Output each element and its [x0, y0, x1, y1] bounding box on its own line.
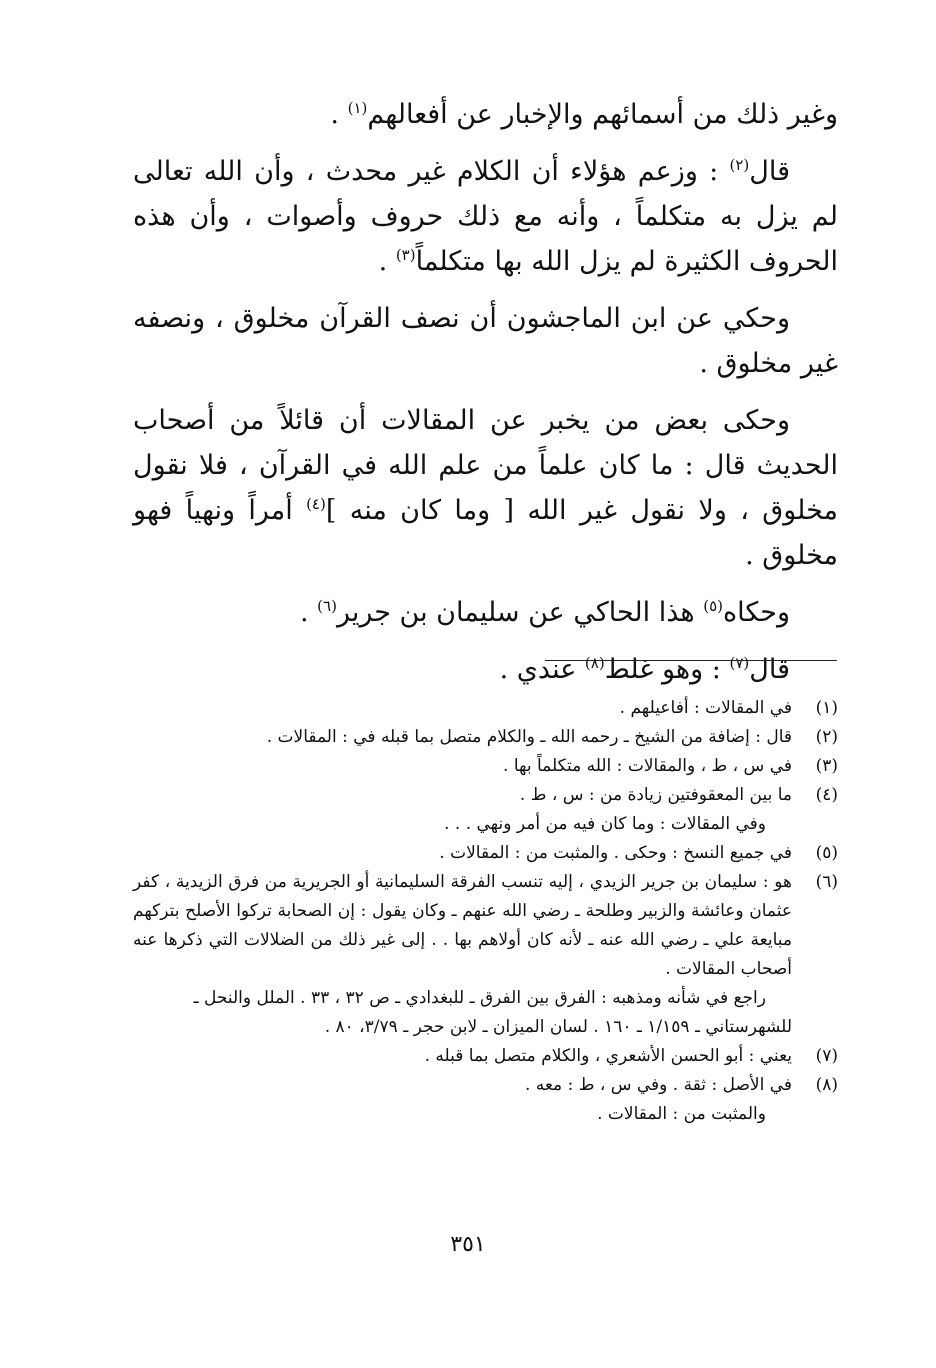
footnote-reference: (٨) [584, 654, 605, 672]
footnote-reference: (٥) [703, 597, 723, 615]
footnote-number: (٥) [815, 843, 838, 863]
footnote-text: هو : سليمان بن جرير الزيدي ، إليه تنسب الفرقة السليمانية أو الجريرية من فرق الزيدية ، كفر عثمان وعائشة والزبير وطلحة ـ رضي الله عنهم ـ وكان يقول : إن الصحابة تركوا الأصلح بتركهم مبايعة علي ـ رضي الله عنه ـ لأنه كان أولاهم بها . . إلى غير ذلك من الضلالات التي ذكرها عنه أصحاب المقالات . [133, 872, 792, 979]
footnote-text: في المقالات : أفاعيلهم . [619, 698, 792, 718]
footnote [133, 868, 838, 984]
footnote [133, 781, 838, 810]
body-paragraph [133, 92, 838, 137]
footnote [133, 1042, 838, 1071]
footnote-separator [545, 660, 837, 661]
footnote [133, 752, 838, 781]
footnote-text: في س ، ط ، والمقالات : الله متكلماً بها . [503, 756, 792, 776]
footnote-reference: (٣) [395, 246, 416, 264]
footnote-text: في جميع النسخ : وحكى . والمثبت من : المقالات . [439, 843, 792, 863]
footnote-number: (٦) [815, 872, 838, 892]
page-number: ٣٥١ [450, 1232, 486, 1257]
footnote [133, 839, 838, 868]
body-text: قال [749, 654, 790, 685]
footnote-reference: (٧) [729, 654, 750, 672]
footnote [133, 723, 838, 752]
footnote-number: (٣) [815, 756, 838, 776]
footnote-text: في الأصل : ثقة . وفي س ، ط : معه . [524, 1075, 792, 1095]
body-text: وحكاه [722, 597, 790, 628]
footnotes [133, 694, 838, 1129]
body-paragraph [133, 296, 838, 386]
footnote-reference: (١) [347, 99, 368, 117]
body-text: هذا الحاكي عن سليمان بن جرير [336, 597, 704, 628]
footnote-text: ما بين المعقوفتين زيادة من : س ، ط . [519, 785, 792, 805]
footnote-number: (١) [815, 698, 838, 718]
body-paragraph [133, 647, 838, 692]
footnote [133, 694, 838, 723]
body-text: وغير ذلك من أسمائهم والإخبار عن أفعالهم [367, 99, 838, 130]
body-text: : وهو غلط [604, 654, 730, 685]
footnote-continuation: وفي المقالات : وما كان فيه من أمر ونهي . . . [444, 814, 766, 834]
footnote-number: (٨) [815, 1075, 838, 1095]
body-text: : وزعم هؤلاء أن الكلام غير محدث ، وأن الله تعالى لم يزل به متكلماً ، وأنه مع ذلك حروف وأصوات ، وأن هذه الحروف الكثيرة لم يزل الله بها متكلماً [133, 156, 838, 277]
main-text [133, 92, 838, 704]
footnote-reference: (٤) [306, 495, 326, 513]
body-text: وحكى بعض من يخبر عن المقالات أن قائلاً من أصحاب الحديث قال : ما كان علماً من علم الله في القرآن ، فلا نقول مخلوق ، ولا نقول غير الله [ وما كان منه ] [133, 405, 838, 526]
footnote-number: (٤) [815, 785, 838, 805]
body-paragraph [133, 590, 838, 635]
footnote-continuation: والمثبت من : المقالات . [597, 1104, 766, 1124]
footnote-reference: (٦) [317, 597, 337, 615]
body-text: . [378, 246, 396, 277]
body-text: قال [749, 156, 790, 187]
footnote-text: قال : إضافة من الشيخ ـ رحمه الله ـ والكلام متصل بما قبله في : المقالات . [266, 727, 792, 747]
body-text: . [330, 99, 348, 130]
body-text: . [299, 597, 318, 628]
body-text: أمراً ونهياً فهو مخلوق . [133, 495, 838, 571]
body-paragraph [133, 398, 838, 578]
footnote-reference: (٢) [729, 156, 750, 174]
footnote-continuation: راجع في شأنه ومذهبه : الفرق بين الفرق ـ للبغدادي ـ ص ٣٢ ، ٣٣ . الملل والنحل ـ للشهرستاني ـ ١/١٥٩ ـ ١٦٠ . لسان الميزان ـ لابن حجر ـ ٣/٧٩، ٨٠ . [193, 988, 792, 1037]
footnote-text: يعني : أبو الحسن الأشعري ، والكلام متصل بما قبله . [424, 1046, 792, 1066]
footnote-number: (٢) [815, 727, 838, 747]
body-text: وحكي عن ابن الماجشون أن نصف القرآن مخلوق ، ونصفه غير مخلوق . [133, 303, 838, 379]
footnote-number: (٧) [815, 1046, 838, 1066]
footnote [133, 1071, 838, 1100]
body-text: عندي . [499, 654, 585, 685]
body-paragraph [133, 149, 838, 284]
